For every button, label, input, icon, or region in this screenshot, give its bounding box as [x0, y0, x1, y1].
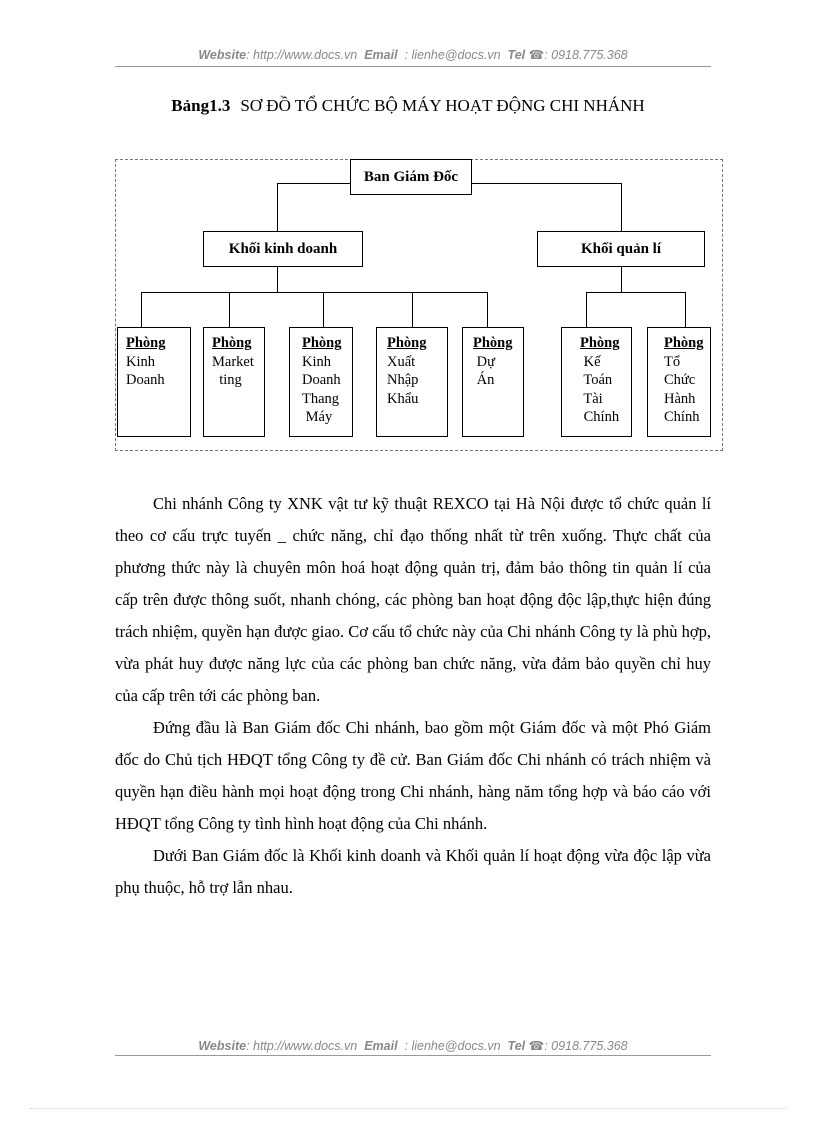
business-block-box [203, 231, 363, 267]
paragraph: Dưới Ban Giám đốc là Khối kinh doanh và Khối quản lí hoạt động vừa độc lập vừa phụ thuộc, hỗ trợ lẫn nhau. [115, 846, 711, 897]
footer-website-url: : http://www.docs.vn [246, 1039, 358, 1053]
paragraph: Đứng đầu là Ban Giám đốc Chi nhánh, bao gồm một Giám đốc và một Phó Giám đốc do Chủ tịch HĐQT tổng Công ty đề cử. Ban Giám đốc Chi nhánh có trách nhiệm và quyền hạn điều hành mọi hoạt động trong Chi nhánh, hàng năm tổng hợp và báo cáo với HĐQT tổng Công ty tình hình hoạt động của Chi nhánh. [115, 718, 711, 833]
connector-line [323, 292, 324, 327]
caption-title: SƠ ĐỒ TỔ CHỨC BỘ MÁY HOẠT ĐỘNG CHI NHÁNH [240, 96, 645, 115]
board-of-directors-label: Ban Giám Đốc [363, 169, 459, 185]
page-footer [115, 1038, 711, 1053]
department-title: Phòng [473, 335, 513, 351]
connector-line [412, 292, 413, 327]
connector-line [586, 292, 587, 327]
connector-line [487, 292, 488, 327]
connector-line [229, 292, 230, 327]
page-header [115, 47, 711, 62]
caption-number: Bảng1.3 [171, 96, 231, 115]
footer-email-value: : lienhe@docs.vn [404, 1039, 501, 1053]
department-box [203, 327, 265, 437]
footer-tel-value: : 0918.775.368 [544, 1039, 628, 1053]
management-block-label: Khối quản lí [580, 241, 662, 257]
connector-line [685, 292, 686, 327]
header-divider [115, 66, 711, 67]
connector-line [586, 292, 685, 293]
footer-email-label: Email [364, 1039, 398, 1053]
department-box [376, 327, 448, 437]
department-box [289, 327, 353, 437]
phone-icon: ☎ [528, 48, 545, 62]
page-edge-divider [30, 1108, 786, 1109]
connector-line [141, 292, 142, 327]
department-title: Phòng [212, 335, 252, 351]
business-block-label: Khối kinh doanh [228, 241, 338, 257]
header-email-label: Email [364, 48, 398, 62]
connector-line [277, 183, 278, 231]
header-email-value: : lienhe@docs.vn [404, 48, 501, 62]
department-box [647, 327, 711, 437]
department-box [561, 327, 632, 437]
connector-line [472, 183, 621, 184]
department-title: Phòng [664, 335, 704, 351]
footer-tel-label: Tel [507, 1039, 526, 1053]
table-caption [0, 96, 816, 116]
department-name: Tổ Chức Hành Chính [664, 353, 700, 425]
header-website-url: : http://www.docs.vn [246, 48, 358, 62]
department-title: Phòng [580, 335, 620, 351]
header-website-label: Website [198, 48, 247, 62]
board-of-directors-box [350, 159, 472, 195]
footer-website-label: Website [198, 1039, 247, 1053]
department-title: Phòng [387, 335, 427, 351]
paragraph: Chi nhánh Công ty XNK vật tư kỹ thuật REXCO tại Hà Nội được tổ chức quản lí theo cơ cấu trực tuyến _ chức năng, chỉ đạo thống nhất từ trên xuống. Thực chất của phương thức này là chuyên môn hoá hoạt động quản trị, đảm bảo thông tin quản lí của cấp trên được thông suốt, nhanh chóng, các phòng ban hoạt động độc lập,thực hiện đúng trách nhiệm, quyền hạn được giao. Cơ cấu tổ chức này của Chi nhánh Công ty là phù hợp, vừa phát huy được năng lực của các phòng ban chức năng, vừa đảm bảo quyền chỉ huy của cấp trên tới các phòng ban. [115, 494, 711, 705]
connector-line [141, 292, 488, 293]
department-name: Kế Toán Tài Chính [583, 353, 620, 425]
management-block-box [537, 231, 705, 267]
department-box [462, 327, 524, 437]
department-box [117, 327, 191, 437]
connector-line [621, 183, 622, 231]
department-title: Phòng [302, 335, 342, 351]
connector-line [277, 267, 278, 292]
department-name: Kinh Doanh [126, 353, 165, 388]
department-name: Kinh Doanh Thang Máy [302, 353, 341, 425]
department-title: Phòng [126, 335, 166, 351]
department-name: Dự Án [476, 353, 495, 388]
footer-divider [115, 1055, 711, 1056]
header-tel-label: Tel [507, 48, 526, 62]
header-tel-value: : 0918.775.368 [544, 48, 628, 62]
body-text [115, 488, 711, 904]
phone-icon: ☎ [528, 1039, 545, 1053]
department-name: Market ting [212, 353, 254, 388]
department-name: Xuất Nhập Khẩu [387, 353, 419, 407]
connector-line [621, 267, 622, 292]
connector-line [277, 183, 350, 184]
